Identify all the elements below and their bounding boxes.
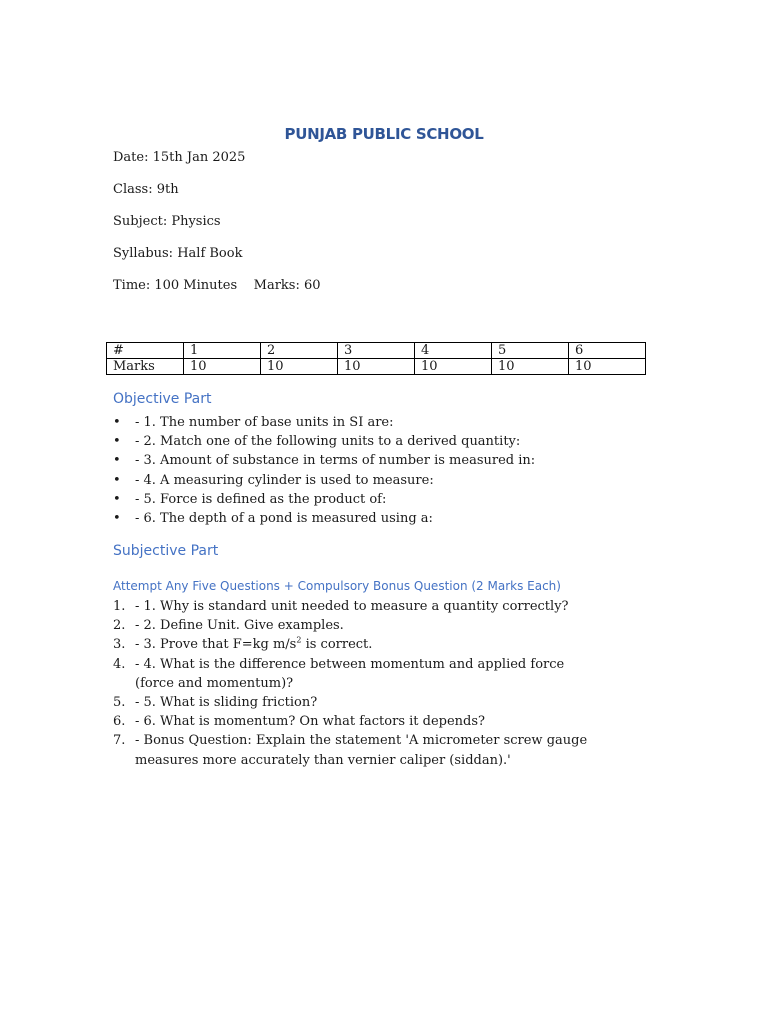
document-page: PUNJAB PUBLIC SCHOOL Date: 15th Jan 2025 Class: 9th Subject: Physics Syllabus: Half Book Time: 100 Minutes Marks: 60 # 1 2 3 4 5 6 Marks 10 10 10 10 10 10 Objective Part • - 1. The number of base units in SI are: • - 2. Match one of the following units to a derived quantity: • - 3. Amount of substance in terms of number is measured in: • - 4. A measuring cylinder is used to measure: • - 5. Force is defined as the product of: • - 6. The depth of a pond is measured using a: Subjective Part Attempt Any Five Questions + Compulsory Bonus Question (2 Marks Each) 1. - 1. Why is standard unit needed to measure a quantity correctly? 2. - 2. Define Unit. Give examples. 3. - 3. Prove that F=kg $m/s^2$ is correct. 4. - 4. What is the difference between momentum and applied force (force and momentum)? 5. - 5. What is sliding friction? 6. - 6. What is momentum? On what factors it depends? 7. - Bonus Question: Explain the statement 'A micrometer screw gauge measures more accurately than vernier caliper (siddan).' <box>0 0 768 1024</box>
table-cell: Marks <box>107 359 184 375</box>
table-header-cell: 3 <box>338 343 415 359</box>
exam-date: Date: 15th Jan 2025 <box>113 150 246 165</box>
bullet-icon: • <box>113 491 121 507</box>
table-row <box>107 359 646 375</box>
exam-syllabus: Syllabus: Half Book <box>113 246 243 261</box>
table-header-cell: 2 <box>261 343 338 359</box>
table-header-cell: 1 <box>184 343 261 359</box>
table-cell: 10 <box>415 359 492 375</box>
bullet-icon: • <box>113 434 121 450</box>
table-cell: 10 <box>569 359 646 375</box>
table-cell: 10 <box>184 359 261 375</box>
exam-time-marks: Time: 100 Minutes Marks: 60 <box>113 278 321 293</box>
table-header-cell: # <box>107 343 184 359</box>
bullet-icon: • <box>113 415 121 430</box>
school-title: PUNJAB PUBLIC SCHOOL <box>284 125 484 143</box>
table-row <box>107 343 646 359</box>
table-header-cell: 4 <box>415 343 492 359</box>
bullet-icon: • <box>113 453 121 469</box>
subjective-instruction: Attempt Any Five Questions + Compulsory Bonus Question (2 Marks Each) <box>113 579 561 593</box>
table-header-cell: 5 <box>492 343 569 359</box>
exam-subject: Subject: Physics <box>113 214 221 229</box>
objective-heading: Objective Part <box>113 391 212 407</box>
table-cell: 10 <box>261 359 338 375</box>
table-cell: 10 <box>492 359 569 375</box>
subjective-heading: Subjective Part <box>113 543 219 559</box>
bullet-icon: • <box>113 510 121 526</box>
table-header-cell: 6 <box>569 343 646 359</box>
table-cell: 10 <box>338 359 415 375</box>
exam-class: Class: 9th <box>113 182 179 197</box>
bullet-icon: • <box>113 472 121 488</box>
marks-table <box>106 342 646 375</box>
